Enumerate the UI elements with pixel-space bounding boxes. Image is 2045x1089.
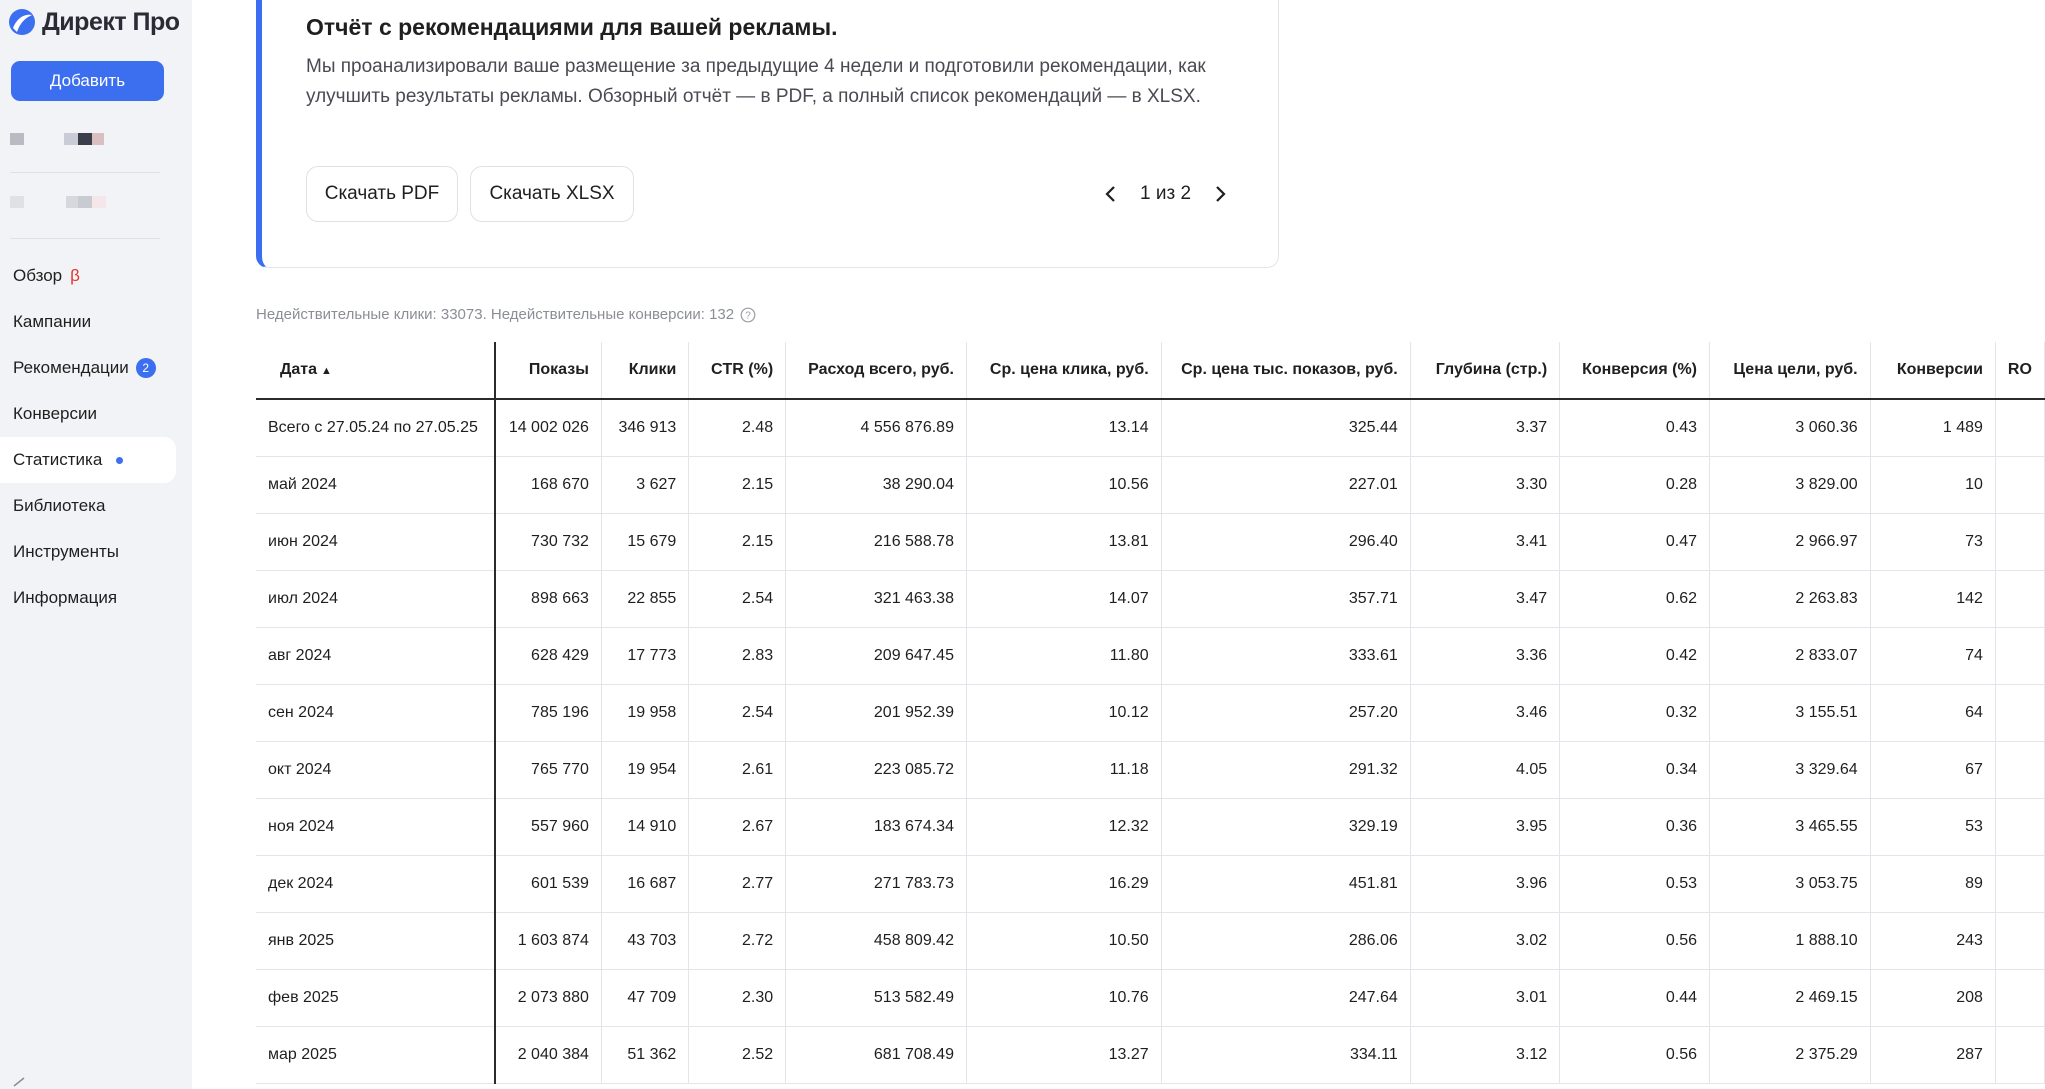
- sidebar-item-overview[interactable]: [0, 253, 192, 299]
- value-cell: 2.72: [689, 912, 786, 969]
- value-cell: 0.42: [1560, 627, 1710, 684]
- column-header-label: Расход всего, руб.: [808, 361, 954, 378]
- table-row: [256, 969, 2045, 1026]
- sidebar-item-label: Обзор: [13, 266, 63, 285]
- date-cell: июн 2024: [256, 513, 495, 570]
- beta-badge: β: [70, 266, 80, 285]
- value-cell: 168 670: [495, 456, 601, 513]
- value-cell: 334.11: [1161, 1026, 1410, 1083]
- value-cell: 329.19: [1161, 798, 1410, 855]
- value-cell: 11.80: [966, 627, 1161, 684]
- next-page-button[interactable]: [1203, 177, 1237, 211]
- date-cell: ноя 2024: [256, 798, 495, 855]
- date-cell: дек 2024: [256, 855, 495, 912]
- column-header[interactable]: [495, 342, 601, 399]
- date-cell: янв 2025: [256, 912, 495, 969]
- value-cell-empty: [1995, 855, 2044, 912]
- column-header-label: Конверсия (%): [1582, 361, 1697, 378]
- value-cell: 227.01: [1161, 456, 1410, 513]
- value-cell: 3.02: [1410, 912, 1559, 969]
- value-cell: 0.36: [1560, 798, 1710, 855]
- value-cell: 10.56: [966, 456, 1161, 513]
- value-cell: 0.44: [1560, 969, 1710, 1026]
- value-cell: 3.46: [1410, 684, 1559, 741]
- app-logo[interactable]: [8, 6, 180, 38]
- value-cell: 64: [1870, 684, 1995, 741]
- date-cell: окт 2024: [256, 741, 495, 798]
- value-cell: 4.05: [1410, 741, 1559, 798]
- sidebar-item-recommendations[interactable]: [0, 345, 192, 391]
- value-cell: 2 073 880: [495, 969, 601, 1026]
- column-header[interactable]: [1410, 342, 1559, 399]
- value-cell: 286.06: [1161, 912, 1410, 969]
- value-cell: 22 855: [601, 570, 688, 627]
- sidebar-item-info[interactable]: [0, 575, 192, 621]
- value-cell: 3 329.64: [1710, 741, 1871, 798]
- value-cell: 1 888.10: [1710, 912, 1871, 969]
- value-cell-empty: [1995, 627, 2044, 684]
- table-header-row: [256, 342, 2045, 399]
- column-header-label: Глубина (стр.): [1435, 361, 1548, 378]
- value-cell: 67: [1870, 741, 1995, 798]
- value-cell-empty: [1995, 969, 2044, 1026]
- value-cell: 12.32: [966, 798, 1161, 855]
- help-icon[interactable]: [740, 307, 756, 323]
- value-cell: 0.47: [1560, 513, 1710, 570]
- value-cell: 2.52: [689, 1026, 786, 1083]
- value-cell: 223 085.72: [786, 741, 967, 798]
- value-cell: 2.77: [689, 855, 786, 912]
- column-header[interactable]: [966, 342, 1161, 399]
- value-cell: 3 465.55: [1710, 798, 1871, 855]
- total-cell: 325.44: [1161, 399, 1410, 456]
- value-cell: 10.76: [966, 969, 1161, 1026]
- sidebar-item-statistics[interactable]: [0, 437, 176, 483]
- value-cell: 2 263.83: [1710, 570, 1871, 627]
- table-row: [256, 1026, 2045, 1083]
- value-cell: 291.32: [1161, 741, 1410, 798]
- value-cell: 243: [1870, 912, 1995, 969]
- value-cell: 0.28: [1560, 456, 1710, 513]
- download-pdf-button[interactable]: Скачать PDF: [306, 166, 458, 222]
- table-row: [256, 741, 2045, 798]
- total-cell: 1 489: [1870, 399, 1995, 456]
- value-cell: 142: [1870, 570, 1995, 627]
- value-cell: 19 954: [601, 741, 688, 798]
- value-cell: 3.36: [1410, 627, 1559, 684]
- total-cell: 346 913: [601, 399, 688, 456]
- report-card: [256, 0, 1279, 268]
- value-cell: 333.61: [1161, 627, 1410, 684]
- value-cell: 53: [1870, 798, 1995, 855]
- value-cell: 14.07: [966, 570, 1161, 627]
- pager: [1094, 177, 1237, 211]
- value-cell: 2.83: [689, 627, 786, 684]
- column-header[interactable]: [1870, 342, 1995, 399]
- value-cell: 216 588.78: [786, 513, 967, 570]
- value-cell-empty: [1995, 798, 2044, 855]
- column-header-label: RO: [2007, 361, 2032, 378]
- active-dot-icon: [116, 457, 123, 464]
- value-cell-empty: [1995, 513, 2044, 570]
- value-cell: 765 770: [495, 741, 601, 798]
- value-cell: 13.81: [966, 513, 1161, 570]
- date-cell: июл 2024: [256, 570, 495, 627]
- report-text: Мы проанализировали ваше размещение за предыдущие 4 недели и подготовили рекомендации, как улучшить результаты рекламы. Обзорный отчёт — в PDF, а полный список рекомендаций — в XLSX.: [306, 56, 1206, 107]
- statistics-table: [256, 342, 2045, 1084]
- client-placeholder[interactable]: [10, 196, 106, 210]
- value-cell: 2 833.07: [1710, 627, 1871, 684]
- value-cell: 2.15: [689, 513, 786, 570]
- column-header-label: Конверсии: [1896, 361, 1983, 378]
- logo-icon: [8, 8, 36, 36]
- download-xlsx-button[interactable]: Скачать XLSX: [470, 166, 634, 222]
- value-cell: 16.29: [966, 855, 1161, 912]
- table-row: [256, 627, 2045, 684]
- chevron-right-icon: [1213, 184, 1227, 204]
- value-cell: 13.27: [966, 1026, 1161, 1083]
- value-cell: 357.71: [1161, 570, 1410, 627]
- value-cell: 2.30: [689, 969, 786, 1026]
- sidebar-item-label: Статистика: [13, 450, 103, 469]
- pager-label: 1 из 2: [1140, 183, 1192, 204]
- value-cell: 0.53: [1560, 855, 1710, 912]
- value-cell: 3 829.00: [1710, 456, 1871, 513]
- column-header-label: Ср. цена клика, руб.: [989, 361, 1149, 378]
- count-badge: 2: [136, 358, 156, 378]
- value-cell: 0.34: [1560, 741, 1710, 798]
- report-title: Отчёт с рекомендациями для вашей рекламы.: [306, 14, 838, 40]
- sidebar-nav: [0, 253, 192, 621]
- value-cell: 51 362: [601, 1026, 688, 1083]
- value-cell: 3.95: [1410, 798, 1559, 855]
- total-cell: 4 556 876.89: [786, 399, 967, 456]
- column-header-label: Показы: [528, 361, 589, 378]
- value-cell-empty: [1995, 570, 2044, 627]
- column-header-label: Клики: [628, 361, 677, 378]
- value-cell: 601 539: [495, 855, 601, 912]
- collapse-icon[interactable]: [12, 1075, 28, 1087]
- value-cell-empty: [1995, 741, 2044, 798]
- value-cell: 11.18: [966, 741, 1161, 798]
- value-cell: 73: [1870, 513, 1995, 570]
- value-cell: 3 053.75: [1710, 855, 1871, 912]
- column-header-label: CTR (%): [710, 361, 774, 378]
- value-cell-empty: [1995, 456, 2044, 513]
- value-cell: 208: [1870, 969, 1995, 1026]
- value-cell: 3.41: [1410, 513, 1559, 570]
- sidebar-item-conversions[interactable]: [0, 391, 192, 437]
- value-cell: 17 773: [601, 627, 688, 684]
- value-cell: 2 966.97: [1710, 513, 1871, 570]
- value-cell: 2.15: [689, 456, 786, 513]
- value-cell: 3.30: [1410, 456, 1559, 513]
- date-cell: мар 2025: [256, 1026, 495, 1083]
- value-cell: 287: [1870, 1026, 1995, 1083]
- value-cell-empty: [1995, 1026, 2044, 1083]
- value-cell: 201 952.39: [786, 684, 967, 741]
- sidebar-item-label: Конверсии: [13, 404, 97, 423]
- value-cell: 296.40: [1161, 513, 1410, 570]
- column-header-label: Ср. цена тыс. показов, руб.: [1181, 361, 1398, 378]
- logo-text: Директ Про: [42, 7, 180, 36]
- value-cell: 2 469.15: [1710, 969, 1871, 1026]
- value-cell: 2.54: [689, 684, 786, 741]
- value-cell: 2 040 384: [495, 1026, 601, 1083]
- divider: [10, 172, 160, 173]
- prev-page-button[interactable]: [1094, 177, 1128, 211]
- table-row: [256, 798, 2045, 855]
- sidebar-item-label: Информация: [13, 588, 118, 607]
- value-cell: 271 783.73: [786, 855, 967, 912]
- value-cell: 3.01: [1410, 969, 1559, 1026]
- table-row: [256, 684, 2045, 741]
- value-cell: 89: [1870, 855, 1995, 912]
- value-cell: 10.12: [966, 684, 1161, 741]
- value-cell: 458 809.42: [786, 912, 967, 969]
- value-cell: 898 663: [495, 570, 601, 627]
- statistics-table-container[interactable]: [256, 342, 2045, 1084]
- value-cell: 0.32: [1560, 684, 1710, 741]
- value-cell: 2.67: [689, 798, 786, 855]
- total-label-cell: Всего с 27.05.24 по 27.05.25: [256, 399, 495, 456]
- value-cell: 10.50: [966, 912, 1161, 969]
- total-cell: 14 002 026: [495, 399, 601, 456]
- value-cell: 0.56: [1560, 1026, 1710, 1083]
- total-cell: 3 060.36: [1710, 399, 1871, 456]
- total-cell: 3.37: [1410, 399, 1559, 456]
- value-cell: 3.12: [1410, 1026, 1559, 1083]
- sidebar-item-library[interactable]: [0, 483, 192, 529]
- value-cell: 3 155.51: [1710, 684, 1871, 741]
- sidebar-item-label: Инструменты: [13, 542, 120, 561]
- value-cell: 3.96: [1410, 855, 1559, 912]
- value-cell: 0.62: [1560, 570, 1710, 627]
- value-cell: 10: [1870, 456, 1995, 513]
- date-cell: фев 2025: [256, 969, 495, 1026]
- chevron-left-icon: [1104, 184, 1118, 204]
- date-cell: авг 2024: [256, 627, 495, 684]
- value-cell: 730 732: [495, 513, 601, 570]
- value-cell: 15 679: [601, 513, 688, 570]
- value-cell: 1 603 874: [495, 912, 601, 969]
- value-cell: 74: [1870, 627, 1995, 684]
- column-header[interactable]: [1995, 342, 2044, 399]
- invalid-clicks-note: [256, 306, 756, 323]
- column-header[interactable]: [689, 342, 786, 399]
- invalid-note-text: Недействительные клики: 33073. Недействительные конверсии: 132: [256, 306, 735, 323]
- value-cell: 2.61: [689, 741, 786, 798]
- value-cell: 257.20: [1161, 684, 1410, 741]
- value-cell-empty: [1995, 912, 2044, 969]
- account-placeholder[interactable]: [10, 133, 104, 147]
- value-cell: 628 429: [495, 627, 601, 684]
- table-row: [256, 912, 2045, 969]
- date-cell: май 2024: [256, 456, 495, 513]
- svg-text:?: ?: [745, 310, 751, 321]
- value-cell: 321 463.38: [786, 570, 967, 627]
- date-cell: сен 2024: [256, 684, 495, 741]
- value-cell-empty: [1995, 684, 2044, 741]
- value-cell: 451.81: [1161, 855, 1410, 912]
- sidebar: [0, 0, 192, 1089]
- table-row: [256, 855, 2045, 912]
- sidebar-item-tools[interactable]: [0, 529, 192, 575]
- value-cell: 16 687: [601, 855, 688, 912]
- add-button[interactable]: Добавить: [11, 61, 164, 101]
- value-cell: 3 627: [601, 456, 688, 513]
- column-header[interactable]: [1710, 342, 1871, 399]
- value-cell: 3.47: [1410, 570, 1559, 627]
- total-cell-empty: [1995, 399, 2044, 456]
- value-cell: 513 582.49: [786, 969, 967, 1026]
- sidebar-item-label: Кампании: [13, 312, 92, 331]
- total-cell: 13.14: [966, 399, 1161, 456]
- value-cell: 785 196: [495, 684, 601, 741]
- value-cell: 43 703: [601, 912, 688, 969]
- table-row: [256, 513, 2045, 570]
- value-cell: 14 910: [601, 798, 688, 855]
- value-cell: 19 958: [601, 684, 688, 741]
- value-cell: 681 708.49: [786, 1026, 967, 1083]
- value-cell: 557 960: [495, 798, 601, 855]
- value-cell: 38 290.04: [786, 456, 967, 513]
- column-header[interactable]: [256, 342, 495, 399]
- value-cell: 2 375.29: [1710, 1026, 1871, 1083]
- sidebar-item-label: Библиотека: [13, 496, 106, 515]
- value-cell: 183 674.34: [786, 798, 967, 855]
- column-header[interactable]: [786, 342, 967, 399]
- column-header[interactable]: [1560, 342, 1710, 399]
- total-row: [256, 399, 2045, 456]
- sort-asc-icon: ▲: [321, 365, 332, 377]
- value-cell: 47 709: [601, 969, 688, 1026]
- value-cell: 2.54: [689, 570, 786, 627]
- column-header[interactable]: [601, 342, 688, 399]
- total-cell: 0.43: [1560, 399, 1710, 456]
- table-row: [256, 570, 2045, 627]
- column-header-label: Дата: [280, 361, 318, 378]
- value-cell: 209 647.45: [786, 627, 967, 684]
- sidebar-item-label: Рекомендации: [13, 358, 129, 377]
- table-row: [256, 456, 2045, 513]
- sidebar-item-campaigns[interactable]: [0, 299, 192, 345]
- value-cell: 0.56: [1560, 912, 1710, 969]
- column-header[interactable]: [1161, 342, 1410, 399]
- value-cell: 247.64: [1161, 969, 1410, 1026]
- total-cell: 2.48: [689, 399, 786, 456]
- column-header-label: Цена цели, руб.: [1733, 361, 1858, 378]
- divider: [10, 238, 160, 239]
